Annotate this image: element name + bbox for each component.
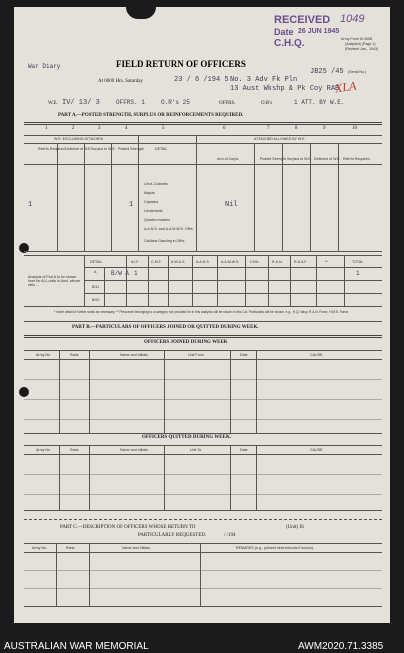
rank-label: Majors — [144, 191, 155, 195]
analysis-note: Analysis of Part A to be shown here for ALL units in Aust. whose ratio ... — [28, 275, 81, 288]
analysis-head: R.A.N. — [272, 260, 283, 264]
part-a-footnote: * Insert detail of further ranks as necessary. ** Personnel belonging to a category not provided for in this analysis will be shown in this Col. Particulars will be shown, e.g., H.Q. Navy, R.A.N. Force, H.M.S. Force. — [54, 310, 349, 314]
rank-label: Captains — [144, 200, 159, 204]
joined-title: OFFICERS JOINED DURING WEEK — [144, 340, 228, 345]
table-head: Name and Initials. — [120, 353, 149, 357]
table-head: Rank. — [70, 353, 80, 357]
col-head: Surplus to W.E. — [91, 147, 116, 151]
form-title: FIELD RETURN OF OFFICERS — [116, 59, 246, 69]
col-head: DETAIL. — [155, 147, 169, 151]
analysis-head: DETAIL — [90, 260, 103, 264]
analysis-head: TOTAL — [352, 260, 364, 264]
stamp-received: RECEIVED — [274, 14, 331, 26]
footer-credit: AUSTRALIAN WAR MEMORIAL — [4, 641, 149, 652]
rank-label: A.A.N.S. and A.A.M.W.S. Offrs. — [144, 227, 194, 231]
part-b-title: PART B.—PARTICULARS OF OFFICERS JOINED OR QUITTED DURING WEEK. — [72, 325, 259, 330]
col-number: 10 — [352, 126, 357, 131]
form-revised: (Revised Jan., 1943) — [345, 47, 379, 51]
part-c-unit-suffix: (Unit) IS — [286, 525, 304, 530]
we-ors: O.R's 25 — [161, 99, 190, 106]
part-c-title: PART C.—DESCRIPTION OF OFFICERS WHOSE RETURN TO — [60, 525, 196, 530]
col-number: 5 — [162, 126, 165, 131]
analysis-head: A.W.A.S. — [171, 260, 186, 264]
analysis-head: A.I.F. — [131, 260, 140, 264]
analysis-head: ** — [325, 260, 328, 264]
table-head: Army No. — [32, 546, 47, 550]
punch-hole-bottom — [19, 387, 29, 397]
table-head: Date. — [240, 353, 249, 357]
rank-label: Quarter-masters — [144, 218, 171, 222]
col-head: Rein'ts Required. — [38, 147, 66, 151]
rank-label: Lieutenants — [144, 209, 163, 213]
rank-label: Lieut.-Colonels — [144, 182, 168, 186]
analysis-total-value: 1 — [356, 270, 360, 277]
form-name: Army Form W.3008 — [341, 37, 372, 41]
col-head: Deficient of W.E. — [314, 157, 341, 161]
rank-label: Civilians Ganzing in Offrs. — [144, 239, 186, 243]
stamp-date-label: Date — [274, 27, 294, 37]
table-head: Unit From. — [188, 353, 205, 357]
table-head: Name and Initials. — [120, 448, 149, 452]
table-head: CAUSE. — [310, 353, 324, 357]
table-head: Army No. — [36, 448, 51, 452]
unit-line-1: No. 3 Adv Fk Pln — [230, 76, 298, 84]
attached-arm-value: Nil — [225, 201, 238, 209]
table-head: Rank. — [66, 546, 76, 550]
analysis-detail-value: B/W A — [111, 270, 130, 277]
posted-strength-value: 1 — [129, 201, 134, 209]
document-sheet — [14, 7, 390, 623]
analysis-row-label: B/11 — [92, 285, 100, 289]
quitted-title: OFFICERS QUITTED DURING WEEK. — [142, 435, 232, 440]
col-number: 4 — [125, 126, 128, 131]
group-right-label: ATTACHED ALLOWED BY W.E. — [254, 137, 306, 141]
unit-line-2: 13 Aust Wkshp & Pk Coy RAE — [230, 85, 340, 93]
table-head: CAUSE. — [310, 448, 324, 452]
part-c-date-blank: / /194 — [224, 533, 236, 538]
att-by-we: 1 ATT. BY W.E. — [294, 99, 345, 106]
table-head: Army No. — [36, 353, 51, 357]
table-head: Date. — [240, 448, 249, 452]
stamp-number: 1049 — [340, 13, 365, 25]
col-head: Surplus to W.E. — [287, 157, 312, 161]
stamp-ref: JB25 /45 — [310, 68, 344, 76]
col-head: Arm of Corps. — [217, 157, 240, 161]
col-head: Posted Strength. — [118, 147, 145, 151]
table-head: Rank. — [70, 448, 80, 452]
offrs-label: OFFRS. — [219, 101, 236, 106]
form-adapted: (Adapted) (Page 1) — [345, 42, 376, 46]
analysis-head: A.A.M.W.S. — [221, 260, 240, 264]
col-head: Posted Strength. — [260, 157, 287, 161]
stamp-initials: XLA — [334, 78, 358, 96]
col-number: 3 — [98, 126, 101, 131]
paper-tear — [126, 5, 156, 19]
part-a-title: PART A.—POSTED STRENGTH, SURPLUS OR REINFORCEMENTS REQUIRED. — [58, 113, 244, 118]
col-head: Rein'ts Required. — [343, 157, 371, 161]
at-line: At 0600 Hrs. Saturday — [98, 79, 143, 84]
part-c-requested: PARTICULARLY REQUESTED. — [138, 533, 207, 538]
col-number: 7 — [267, 126, 270, 131]
footer-accession: AWM2020.71.3385 — [298, 641, 384, 652]
analysis-head: A.A.N.S. — [196, 260, 210, 264]
rein-required-value: 1 — [28, 201, 33, 209]
analysis-head: CIVIL. — [250, 260, 260, 264]
ors-label: O.R's — [261, 101, 273, 106]
war-diary-label: War Diary — [28, 63, 61, 70]
col-number: 8 — [295, 126, 298, 131]
col-number: 9 — [323, 126, 326, 131]
serial-no: (Serial No.) — [348, 70, 367, 74]
table-head: REMARKS (e.g., present whereabouts if known). — [236, 546, 314, 550]
analysis-head: C.M.F. — [151, 260, 162, 264]
group-left-label: W.E. EXCLUDING ATTACHED — [54, 137, 104, 141]
we-label: W.E. — [48, 101, 58, 106]
stamp-hq: C.H.Q. — [274, 38, 305, 49]
we-offrs: OFFRS. 1 — [116, 99, 145, 106]
analysis-aif-value: 1 — [134, 270, 138, 277]
table-head: Unit To. — [190, 448, 203, 452]
table-head: Name and Initials. — [122, 546, 151, 550]
col-head: Deficient of W.E. — [65, 147, 92, 151]
col-number: 1 — [45, 126, 48, 131]
col-number: 6 — [223, 126, 226, 131]
stamp-date: 26 JUN 1945 — [298, 28, 340, 35]
col-number: 2 — [72, 126, 75, 131]
analysis-row-label: B/20 — [92, 298, 100, 302]
analysis-row-label: A — [94, 270, 97, 274]
return-date: 23 / 6 /194 5. — [174, 76, 233, 84]
we-value: IV/ 13/ 3 — [62, 99, 100, 107]
part-a-rule — [24, 122, 382, 125]
analysis-head: R.A.A.F. — [294, 260, 308, 264]
